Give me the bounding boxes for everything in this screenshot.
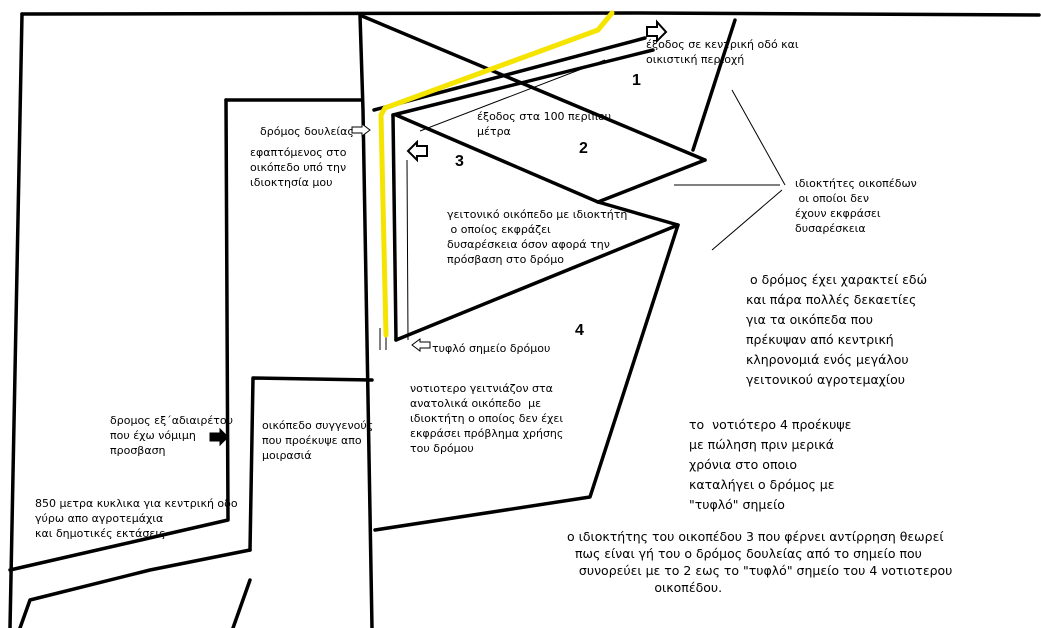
- arrow-left-icon: [408, 142, 427, 160]
- label-dead-end: τυφλό σημείο δρόμου: [432, 342, 551, 355]
- south-road-edge: [20, 550, 250, 628]
- label-relative-plot: οικόπεδο συγγενούς που προέκυψε απο μοιρασιά: [262, 419, 374, 462]
- label-service-road: δρόμος δουλείας: [260, 125, 354, 138]
- plot-4-number: 4: [575, 322, 584, 339]
- arrow-left-icon: [412, 339, 430, 351]
- pointer-line-1: [732, 90, 785, 185]
- label-southern-neighbor: νοτιοτερο γειτνιάζον στα ανατολικά οικόπεδο με ιδιοκτήτη ο οποίος δεν έχει εκφράσει πρόβλημα χρήσης του δρόμου: [410, 382, 564, 455]
- label-neighbor-objects: γειτονικό οικόπεδο με ιδιοκτήτη ο οποίος εκφράζει δυσαρέσκεια όσον αφορά την πρόσβαση στο δρόμο: [447, 208, 628, 266]
- label-undivided-road: δρομος εξ΄αδιαιρέτου που έχω νόμιμη προσβαση: [110, 414, 234, 457]
- label-owners-no-objection: ιδιοκτήτες οικοπέδων οι οποίοι δεν έχουν εκφράσει δυσαρέσκεια: [795, 177, 917, 235]
- label-adjacent-my-property: εφαπτόμενος στο οικόπεδο υπό την ιδιοκτησία μου: [250, 146, 347, 189]
- south-road-edge-2: [233, 580, 250, 628]
- plot-1-number: 1: [632, 72, 641, 89]
- west-boundary: [10, 14, 22, 628]
- plot-4-east-boundary: [375, 225, 678, 530]
- north-boundary: [22, 13, 1039, 15]
- label-south-plot4: το νοτιότερο 4 προέκυψε με πώληση πριν μερικά χρόνια στο οποιο καταλήγει ο δρόμος με "τυφλό" σημείο: [689, 417, 852, 512]
- label-exit-main-road: έξοδος σε κεντρική οδό και οικιστική περιοχή: [646, 38, 799, 66]
- plot-3-west-boundary: [393, 115, 396, 340]
- plot-3-number: 3: [455, 153, 464, 170]
- arrow-right-icon: [352, 124, 370, 136]
- label-exit-100m: έξοδος στα 100 περίπου μέτρα: [477, 110, 612, 138]
- service-road-highlight: [381, 13, 612, 335]
- relative-plot-boundary: [250, 378, 372, 550]
- label-owner3-claim: ο ιδιοκτήτης του οικοπέδου 3 που φέρνει αντίρρηση θεωρεί πως είναι γή του ο δρόμος δουλείας από το σημείο που συνορεύει με το 2 εως το "τυφλό" σημείο του 4 νοτιοτερου οικοπέδου.: [567, 529, 953, 595]
- label-road-history: ο δρόμος έχει χαρακτεί εδώ και πάρα πολλές δεκαετίες για τα οικόπεδα που πρέκυψαν από κεντρική κληρονομιά ενός μεγάλου γειτονικού αγροτεμαχίου: [746, 272, 928, 387]
- service-road-west-edge: [360, 15, 372, 628]
- label-circular-850: 850 μετρα κυκλικα για κεντρική οδο γύρω απο αγροτεμάχια και δημοτικές εκτάσεις: [35, 497, 238, 540]
- pointer-line-3: [712, 190, 782, 250]
- service-road-guide: [407, 160, 408, 340]
- plot-2-number: 2: [579, 140, 588, 157]
- plot-2-east-boundary: [598, 160, 705, 202]
